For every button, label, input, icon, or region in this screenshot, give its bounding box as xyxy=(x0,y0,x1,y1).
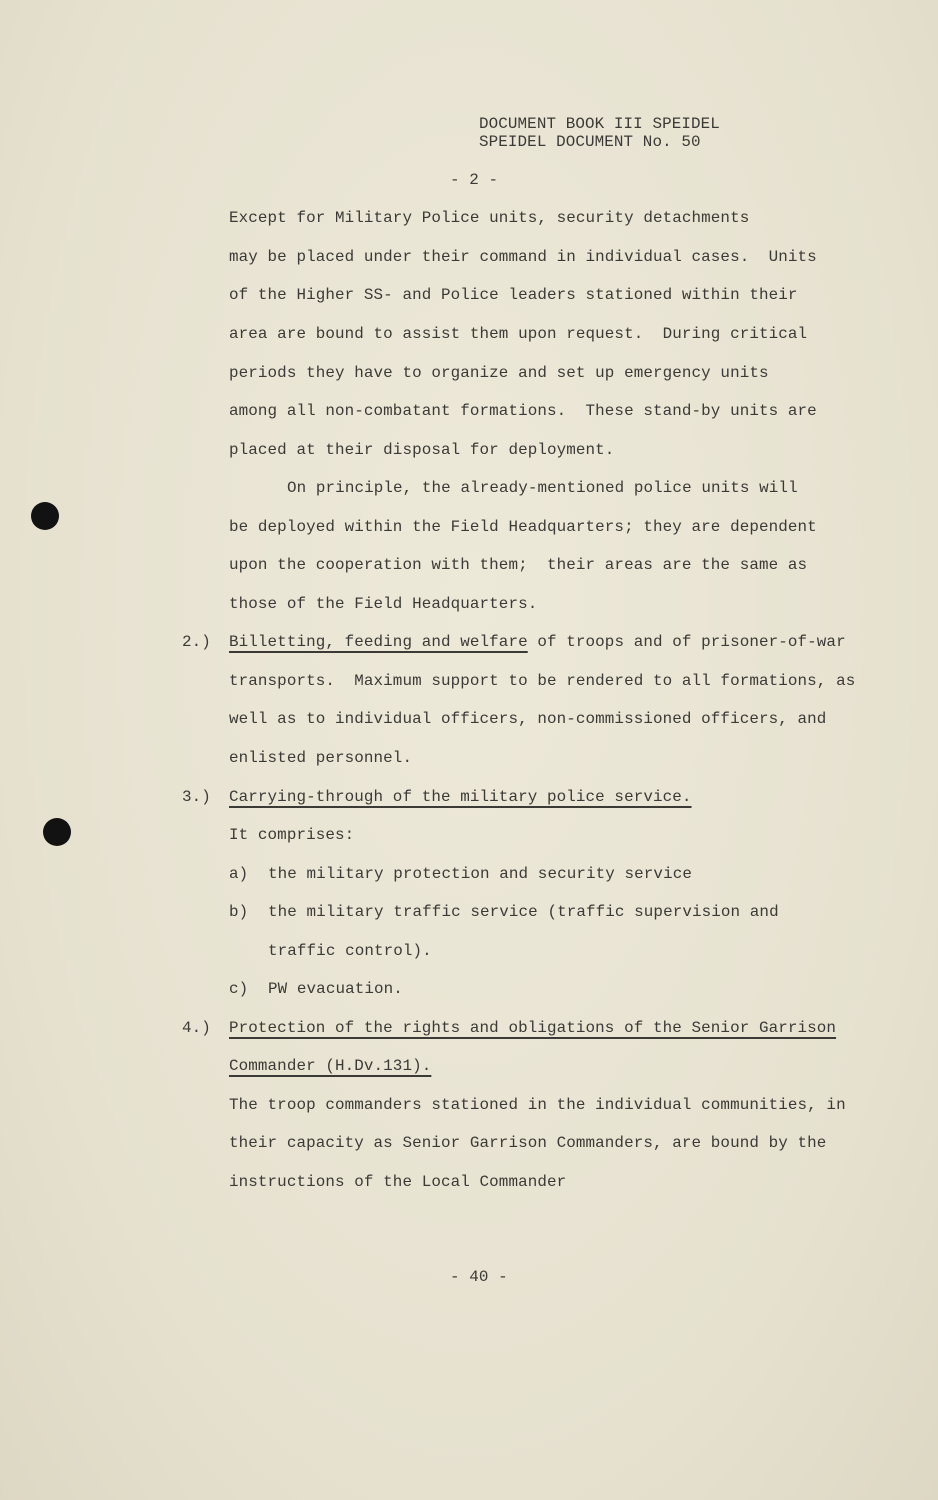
item-heading xyxy=(229,632,846,652)
text-line: traffic control). xyxy=(268,942,432,960)
item-heading: Carrying-through of the military police service. xyxy=(229,788,692,806)
text-line: periods they have to organize and set up emergency units xyxy=(229,364,769,382)
text-line: may be placed under their command in individual cases. Units xyxy=(229,248,817,266)
text-line: enlisted personnel. xyxy=(229,749,413,767)
page-marker: - 2 - xyxy=(450,171,499,189)
text-line: The troop commanders stationed in the individual communities, in xyxy=(229,1096,846,1114)
item-heading: Protection of the rights and obligations of the Senior Garrison xyxy=(229,1019,837,1037)
text-line: the military protection and security service xyxy=(268,865,692,883)
punch-hole xyxy=(31,502,59,530)
item-number: 2.) xyxy=(182,633,211,651)
text-line: well as to individual officers, non-commissioned officers, and xyxy=(229,710,827,728)
text-line: be deployed within the Field Headquarters; they are dependent xyxy=(229,518,817,536)
text-line: the military traffic service (traffic supervision and xyxy=(268,903,779,921)
item-number: 4.) xyxy=(182,1019,211,1037)
item-heading: Commander (H.Dv.131). xyxy=(229,1057,432,1075)
item-number: 3.) xyxy=(182,788,211,806)
text-line: those of the Field Headquarters. xyxy=(229,595,538,613)
text-line: upon the cooperation with them; their areas are the same as xyxy=(229,556,808,574)
sub-label: c) xyxy=(229,980,249,998)
text-fragment: of troops and of prisoner-of-war xyxy=(527,633,846,651)
text-line: among all non-combatant formations. These stand-by units are xyxy=(229,402,817,420)
text-line: placed at their disposal for deployment. xyxy=(229,441,615,459)
text-line: area are bound to assist them upon request. During critical xyxy=(229,325,808,343)
text-line: It comprises: xyxy=(229,826,355,844)
text-line: instructions of the Local Commander xyxy=(229,1173,567,1191)
heading-text: Billetting, feeding and welfare xyxy=(229,633,528,651)
page-number: - 40 - xyxy=(450,1268,508,1286)
sub-label: b) xyxy=(229,903,249,921)
text-line: their capacity as Senior Garrison Commanders, are bound by the xyxy=(229,1134,827,1152)
text-line: transports. Maximum support to be rendered to all formations, as xyxy=(229,672,856,690)
text-line: of the Higher SS- and Police leaders stationed within their xyxy=(229,286,798,304)
text-line: Except for Military Police units, security detachments xyxy=(229,209,750,227)
text-line: On principle, the already-mentioned police units will xyxy=(287,479,798,497)
sub-label: a) xyxy=(229,865,249,883)
header-line-1: DOCUMENT BOOK III SPEIDEL xyxy=(479,115,720,133)
punch-hole xyxy=(43,818,71,846)
header-line-2: SPEIDEL DOCUMENT No. 50 xyxy=(479,133,701,151)
text-line: PW evacuation. xyxy=(268,980,403,998)
